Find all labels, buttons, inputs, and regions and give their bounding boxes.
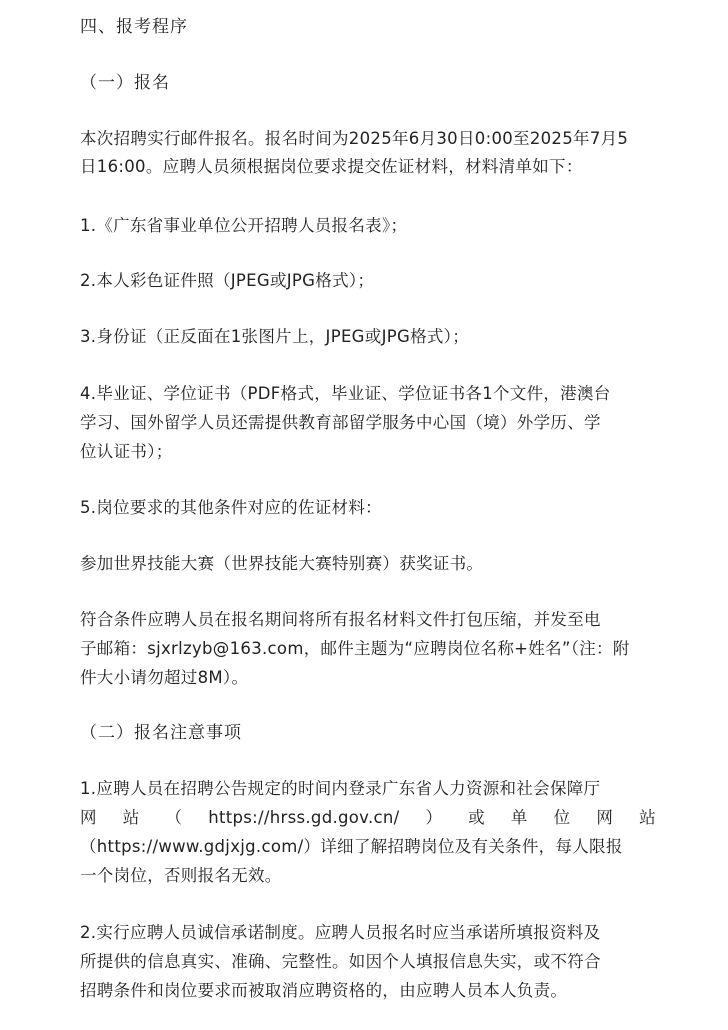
note-1-word: 单: [510, 808, 528, 827]
material-item-5-detail: 参加世界技能大赛（世界技能大赛特别赛）获奖证书。: [80, 554, 484, 573]
note-2-line-2: 所提供的信息真实、准确、完整性。如因个人填报信息失实，或不符合: [80, 952, 601, 971]
note-1-word: （: [165, 808, 183, 827]
note-1-word: 网: [80, 808, 97, 827]
material-item-5: 5.岗位要求的其他条件对应的佐证材料：: [80, 498, 382, 517]
registration-intro-line-1: 本次招聘实行邮件报名。报名时间为2025年6月30日0:00至2025年7月5: [80, 129, 629, 148]
note-1-word: ）: [425, 808, 443, 827]
note-1-word: 位: [553, 808, 571, 827]
material-item-2: 2.本人彩色证件照（JPEG或JPG格式）；: [80, 271, 375, 290]
submission-line-2: 子邮箱：sjxrlzyb@163.com，邮件主题为“应聘岗位名称+姓名”（注：附: [80, 639, 630, 658]
note-1-line-4: 一个岗位，否则报名无效。: [80, 866, 282, 885]
note-1-line-3: （https://www.gdjxjg.com/）详细了解招聘岗位及有关条件，每人限报: [80, 837, 623, 856]
material-item-4-line-3: 位认证书）；: [80, 442, 173, 461]
note-2-line-1: 2.实行应聘人员诚信承诺制度。应聘人员报名时应当承诺所填报资料及: [80, 923, 601, 942]
submission-line-3: 件大小请勿超过8M）。: [80, 668, 249, 687]
note-1-line-1: 1.应聘人员在招聘公告规定的时间内登录广东省人力资源和社会保障厅: [80, 779, 601, 798]
note-1-word: 站: [122, 808, 140, 827]
note-1-line-2: [80, 806, 656, 830]
section-title: 四、报考程序: [80, 17, 188, 37]
note-1-word: 站: [639, 808, 656, 827]
note-1-word: 或: [468, 808, 485, 827]
submission-line-1: 符合条件应聘人员在报名期间将所有报名材料文件打包压缩，并发至电: [80, 610, 601, 629]
registration-heading: （一）报名: [80, 73, 170, 93]
notes-heading: （二）报名注意事项: [80, 723, 242, 743]
material-item-1: 1.《广东省事业单位公开招聘人员报名表》；: [80, 216, 408, 235]
registration-intro-line-2: 日16:00。应聘人员须根据岗位要求提交佐证材料，材料清单如下：: [80, 157, 583, 176]
note-2-line-3: 招聘条件和岗位要求而被取消应聘资格的，由应聘人员本人负责。: [80, 981, 568, 1000]
material-item-3: 3.身份证（正反面在1张图片上，JPEG或JPG格式）；: [80, 327, 470, 346]
material-item-4-line-2: 学习、国外留学人员还需提供教育部留学服务中心国（境）外学历、学: [80, 413, 601, 432]
material-item-4-line-1: 4.毕业证、学位证书（PDF格式，毕业证、学位证书各1个文件，港澳台: [80, 384, 611, 403]
note-1-word: 网: [596, 808, 614, 827]
hrss-url: https://hrss.gd.gov.cn/: [208, 808, 400, 827]
